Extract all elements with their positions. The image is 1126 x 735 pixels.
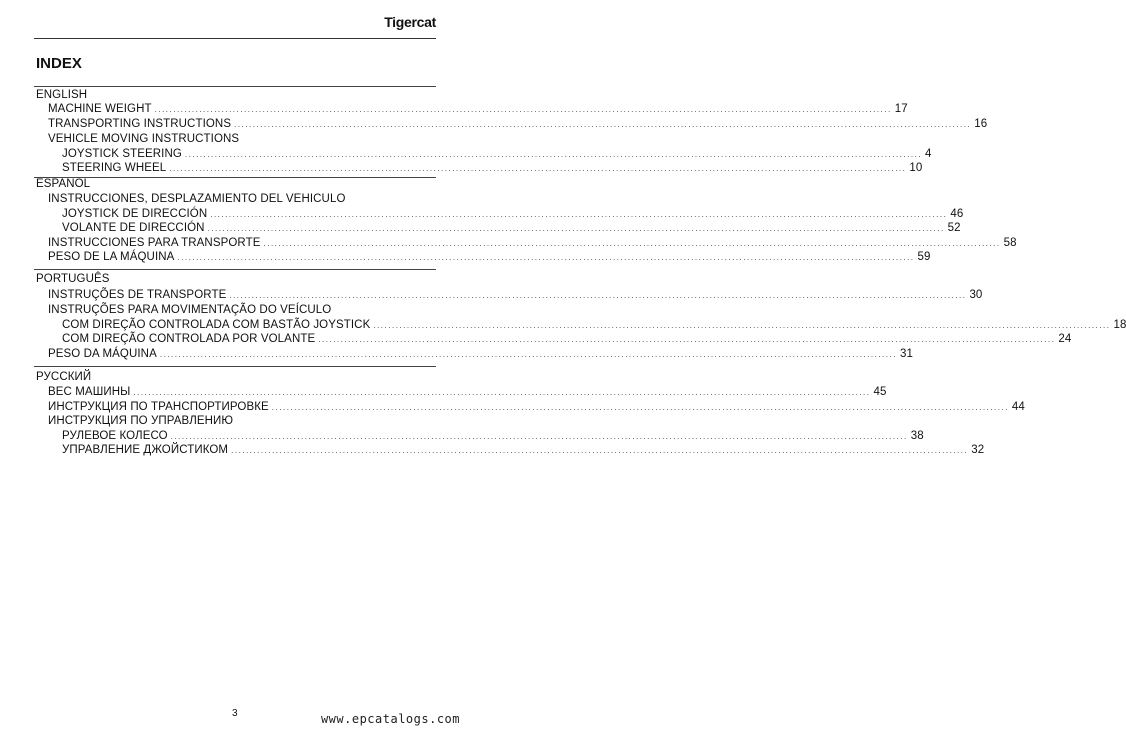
toc-entry-text: STEERING WHEEL bbox=[62, 162, 167, 174]
section-heading-english bbox=[0, 88, 468, 103]
toc-entry-page: 16 bbox=[974, 118, 988, 130]
dot-leader bbox=[234, 117, 971, 132]
dot-leader bbox=[185, 147, 922, 162]
toc-entry bbox=[0, 318, 1126, 333]
toc-entry bbox=[0, 132, 480, 147]
section-heading-label: ESPANOL bbox=[36, 178, 91, 190]
toc-entry-page: 32 bbox=[971, 444, 985, 456]
toc-entry-text: VOLANTE DE DIRECCIÓN bbox=[62, 222, 205, 234]
toc-entry-text: INSTRUÇÕES PARA MOVIMENTAÇÃO DO VEÍCULO bbox=[48, 304, 332, 316]
brand-logo: Tigercat bbox=[384, 14, 436, 30]
toc-entry-page: 4 bbox=[925, 148, 932, 160]
toc-entry bbox=[0, 303, 480, 318]
toc-entry-page: 59 bbox=[917, 251, 931, 263]
toc-entry bbox=[0, 102, 908, 117]
dot-leader bbox=[229, 288, 966, 303]
page-title: INDEX bbox=[36, 55, 82, 72]
dot-leader bbox=[231, 443, 968, 458]
dot-leader bbox=[177, 250, 914, 265]
toc-entry-page: 18 bbox=[1113, 319, 1126, 331]
toc-entry bbox=[0, 221, 961, 236]
dot-leader bbox=[133, 385, 870, 400]
section-heading-espanol bbox=[0, 177, 468, 192]
toc-entry bbox=[0, 385, 887, 400]
section-heading-portugues bbox=[0, 272, 468, 287]
section-heading-label: ENGLISH bbox=[36, 89, 88, 101]
toc-entry bbox=[0, 147, 932, 162]
toc-entry-text: ВЕС МАШИНЫ bbox=[48, 386, 131, 398]
toc-entry bbox=[0, 207, 964, 222]
toc-entry-page: 45 bbox=[873, 386, 887, 398]
dot-leader bbox=[264, 236, 1001, 251]
section-heading-label: PORTUGUÊS bbox=[36, 273, 110, 285]
dot-leader bbox=[272, 400, 1009, 415]
toc-entry bbox=[0, 288, 983, 303]
section-heading-label: РУССКИЙ bbox=[36, 371, 92, 383]
toc-entry-text: INSTRUÇÕES DE TRANSPORTE bbox=[48, 289, 227, 301]
page-number: 3 bbox=[232, 708, 238, 719]
section-divider bbox=[34, 269, 436, 270]
toc-entry-page: 24 bbox=[1058, 333, 1072, 345]
toc-entry-text: MACHINE WEIGHT bbox=[48, 103, 152, 115]
dot-leader bbox=[210, 207, 947, 222]
toc-entry bbox=[0, 332, 1072, 347]
toc-entry-page: 31 bbox=[899, 348, 913, 360]
toc-entry-text: PESO DE LA MÁQUINA bbox=[48, 251, 175, 263]
toc-entry-page: 38 bbox=[910, 430, 924, 442]
dot-leader bbox=[169, 161, 906, 176]
toc-entry-text: УПРАВЛЕНИЕ ДЖОЙСТИКОМ bbox=[62, 444, 229, 456]
toc-entry-page: 17 bbox=[894, 103, 908, 115]
toc-entry bbox=[0, 400, 1025, 415]
section-divider bbox=[34, 366, 436, 367]
toc-entry bbox=[0, 414, 480, 429]
toc-entry bbox=[0, 117, 988, 132]
toc-entry-page: 58 bbox=[1003, 237, 1017, 249]
toc-entry-page: 46 bbox=[950, 208, 964, 220]
section-heading-russian bbox=[0, 370, 468, 385]
toc-entry-text: JOYSTICK STEERING bbox=[62, 148, 182, 160]
toc-entry-text: PESO DA MÁQUINA bbox=[48, 348, 157, 360]
toc-entry bbox=[0, 250, 931, 265]
toc-entry bbox=[0, 347, 913, 362]
section-divider bbox=[34, 86, 436, 87]
toc-entry bbox=[0, 192, 480, 207]
dot-leader bbox=[160, 347, 897, 362]
dot-leader bbox=[171, 429, 908, 444]
toc-entry-page: 52 bbox=[947, 222, 961, 234]
toc-entry-page: 10 bbox=[909, 162, 923, 174]
toc-entry bbox=[0, 236, 1017, 251]
toc-entry-text: РУЛЕВОЕ КОЛЕСО bbox=[62, 430, 168, 442]
toc-entry bbox=[0, 443, 985, 458]
toc-entry-text: ИНСТРУКЦИЯ ПО ТРАНСПОРТИРОВКЕ bbox=[48, 401, 269, 413]
toc-entry-page: 30 bbox=[969, 289, 983, 301]
dot-leader bbox=[155, 102, 892, 117]
toc-entry-page: 44 bbox=[1011, 401, 1025, 413]
toc-entry bbox=[0, 161, 923, 176]
watermark: www.epcatalogs.com bbox=[320, 712, 460, 726]
toc-entry-text: INSTRUCCIONES PARA TRANSPORTE bbox=[48, 237, 261, 249]
toc-entry-text: ИНСТРУКЦИЯ ПО УПРАВЛЕНИЮ bbox=[48, 415, 234, 427]
toc-entry-text: COM DIREÇÃO CONTROLADA POR VOLANTE bbox=[62, 333, 316, 345]
dot-leader bbox=[373, 318, 1110, 333]
toc-entry-text: COM DIREÇÃO CONTROLADA COM BASTÃO JOYSTICK bbox=[62, 319, 371, 331]
toc-entry bbox=[0, 429, 924, 444]
header-rule bbox=[34, 38, 436, 39]
toc-entry-text: JOYSTICK DE DIRECCIÓN bbox=[62, 208, 208, 220]
toc-entry-text: VEHICLE MOVING INSTRUCTIONS bbox=[48, 133, 240, 145]
dot-leader bbox=[318, 332, 1055, 347]
toc-entry-text: INSTRUCCIONES, DESPLAZAMIENTO DEL VEHICULO bbox=[48, 193, 346, 205]
toc-entry-text: TRANSPORTING INSTRUCTIONS bbox=[48, 118, 232, 130]
dot-leader bbox=[208, 221, 945, 236]
